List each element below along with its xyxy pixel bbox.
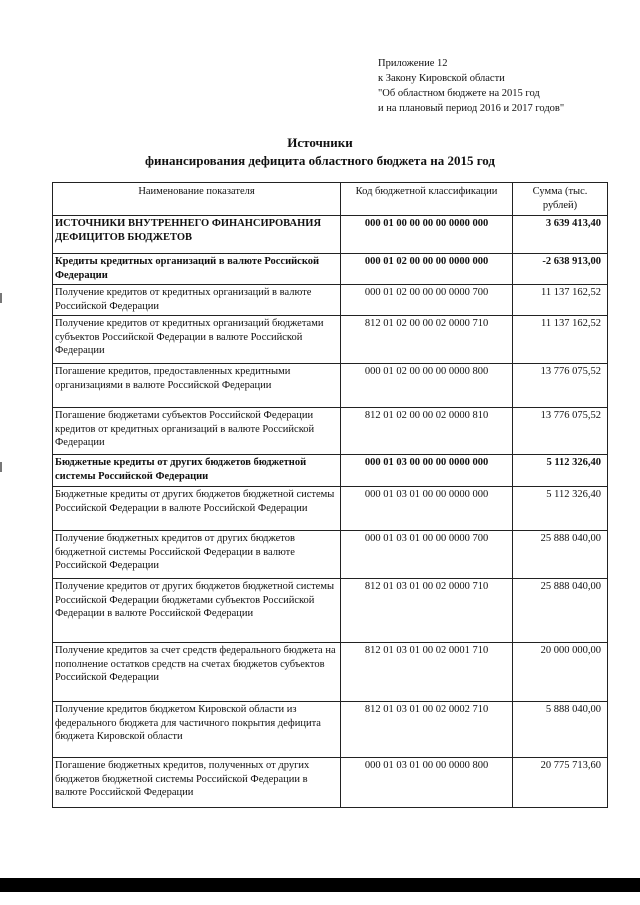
scan-mark xyxy=(0,293,2,303)
row-name: Кредиты кредитных организаций в валюте Российской Федерации xyxy=(53,254,341,285)
row-name: Получение кредитов бюджетом Кировской области из федерального бюджета для частичного покрытия дефицита бюджета Кировской области xyxy=(53,702,341,758)
row-name: Получение кредитов от кредитных организаций бюджетами субъектов Российской Федерации в валюте Российской Федерации xyxy=(53,316,341,364)
row-code: 000 01 03 01 00 00 0000 700 xyxy=(341,531,513,579)
row-sum: 25 888 040,00 xyxy=(513,531,608,579)
row-sum: 11 137 162,52 xyxy=(513,316,608,364)
row-sum: 5 888 040,00 xyxy=(513,702,608,758)
row-name: Бюджетные кредиты от других бюджетов бюджетной системы Российской Федерации xyxy=(53,455,341,487)
row-sum: 3 639 413,40 xyxy=(513,216,608,254)
financing-sources-table xyxy=(52,182,608,808)
table-row xyxy=(53,487,608,531)
row-sum: -2 638 913,00 xyxy=(513,254,608,285)
row-sum: 5 112 326,40 xyxy=(513,455,608,487)
title-line-2: финансирования дефицита областного бюджета на 2015 год xyxy=(145,153,495,168)
row-name: Получение бюджетных кредитов от других бюджетов бюджетной системы Российской Федерации в валюте Российской Федерации xyxy=(53,531,341,579)
appendix-line-2: к Закону Кировской области xyxy=(378,73,505,84)
row-name: Получение кредитов от кредитных организаций в валюте Российской Федерации xyxy=(53,285,341,316)
row-code: 000 01 02 00 00 00 0000 000 xyxy=(341,254,513,285)
table-row xyxy=(53,364,608,408)
row-code: 812 01 03 01 00 02 0001 710 xyxy=(341,643,513,702)
table-row xyxy=(53,285,608,316)
row-code: 000 01 03 01 00 00 0000 000 xyxy=(341,487,513,531)
row-code: 812 01 02 00 00 02 0000 710 xyxy=(341,316,513,364)
header-name: Наименование показателя xyxy=(53,183,341,216)
appendix-line-4: и на плановый период 2016 и 2017 годов" xyxy=(378,103,565,114)
row-code: 000 01 03 01 00 00 0000 800 xyxy=(341,758,513,808)
table-row xyxy=(53,408,608,455)
appendix-line-1: Приложение 12 xyxy=(378,58,448,69)
table-row xyxy=(53,702,608,758)
table-row xyxy=(53,216,608,254)
scan-bottom-edge xyxy=(0,878,640,892)
row-name: ИСТОЧНИКИ ВНУТРЕННЕГО ФИНАНСИРОВАНИЯ ДЕФИЦИТОВ БЮДЖЕТОВ xyxy=(53,216,341,254)
row-name: Бюджетные кредиты от других бюджетов бюджетной системы Российской Федерации в валюте Российской Федерации xyxy=(53,487,341,531)
row-code: 000 01 02 00 00 00 0000 700 xyxy=(341,285,513,316)
row-sum: 13 776 075,52 xyxy=(513,364,608,408)
table-row xyxy=(53,531,608,579)
table-row xyxy=(53,579,608,643)
row-sum: 11 137 162,52 xyxy=(513,285,608,316)
row-name: Погашение кредитов, предоставленных кредитными организациями в валюте Российской Федерации xyxy=(53,364,341,408)
row-sum: 13 776 075,52 xyxy=(513,408,608,455)
row-code: 000 01 03 00 00 00 0000 000 xyxy=(341,455,513,487)
title-line-1: Источники xyxy=(287,135,353,150)
row-code: 812 01 03 01 00 02 0002 710 xyxy=(341,702,513,758)
row-name: Погашение бюджетами субъектов Российской Федерации кредитов от кредитных организаций в валюте Российской Федерации xyxy=(53,408,341,455)
row-sum: 25 888 040,00 xyxy=(513,579,608,643)
appendix-note xyxy=(378,56,628,116)
table-row xyxy=(53,316,608,364)
table-row xyxy=(53,758,608,808)
header-sum: Сумма (тыс. рублей) xyxy=(513,183,608,216)
row-name: Получение кредитов от других бюджетов бюджетной системы Российской Федерации бюджетами субъектов Российской Федерации в валюте Российской Федерации xyxy=(53,579,341,643)
row-sum: 20 775 713,60 xyxy=(513,758,608,808)
document-title xyxy=(0,134,640,170)
row-code: 812 01 03 01 00 02 0000 710 xyxy=(341,579,513,643)
header-code: Код бюджетной классификации xyxy=(341,183,513,216)
table-row xyxy=(53,455,608,487)
row-code: 000 01 02 00 00 00 0000 800 xyxy=(341,364,513,408)
table-header-row xyxy=(53,183,608,216)
row-name: Получение кредитов за счет средств федерального бюджета на пополнение остатков средств на счетах бюджетов субъектов Российской Федерации xyxy=(53,643,341,702)
appendix-line-3: "Об областном бюджете на 2015 год xyxy=(378,88,540,99)
row-code: 000 01 00 00 00 00 0000 000 xyxy=(341,216,513,254)
table-row xyxy=(53,254,608,285)
scan-mark xyxy=(0,462,2,472)
row-sum: 5 112 326,40 xyxy=(513,487,608,531)
table-row xyxy=(53,643,608,702)
row-sum: 20 000 000,00 xyxy=(513,643,608,702)
row-code: 812 01 02 00 00 02 0000 810 xyxy=(341,408,513,455)
row-name: Погашение бюджетных кредитов, полученных от других бюджетов бюджетной системы Российской Федерации в валюте Российской Федерации xyxy=(53,758,341,808)
